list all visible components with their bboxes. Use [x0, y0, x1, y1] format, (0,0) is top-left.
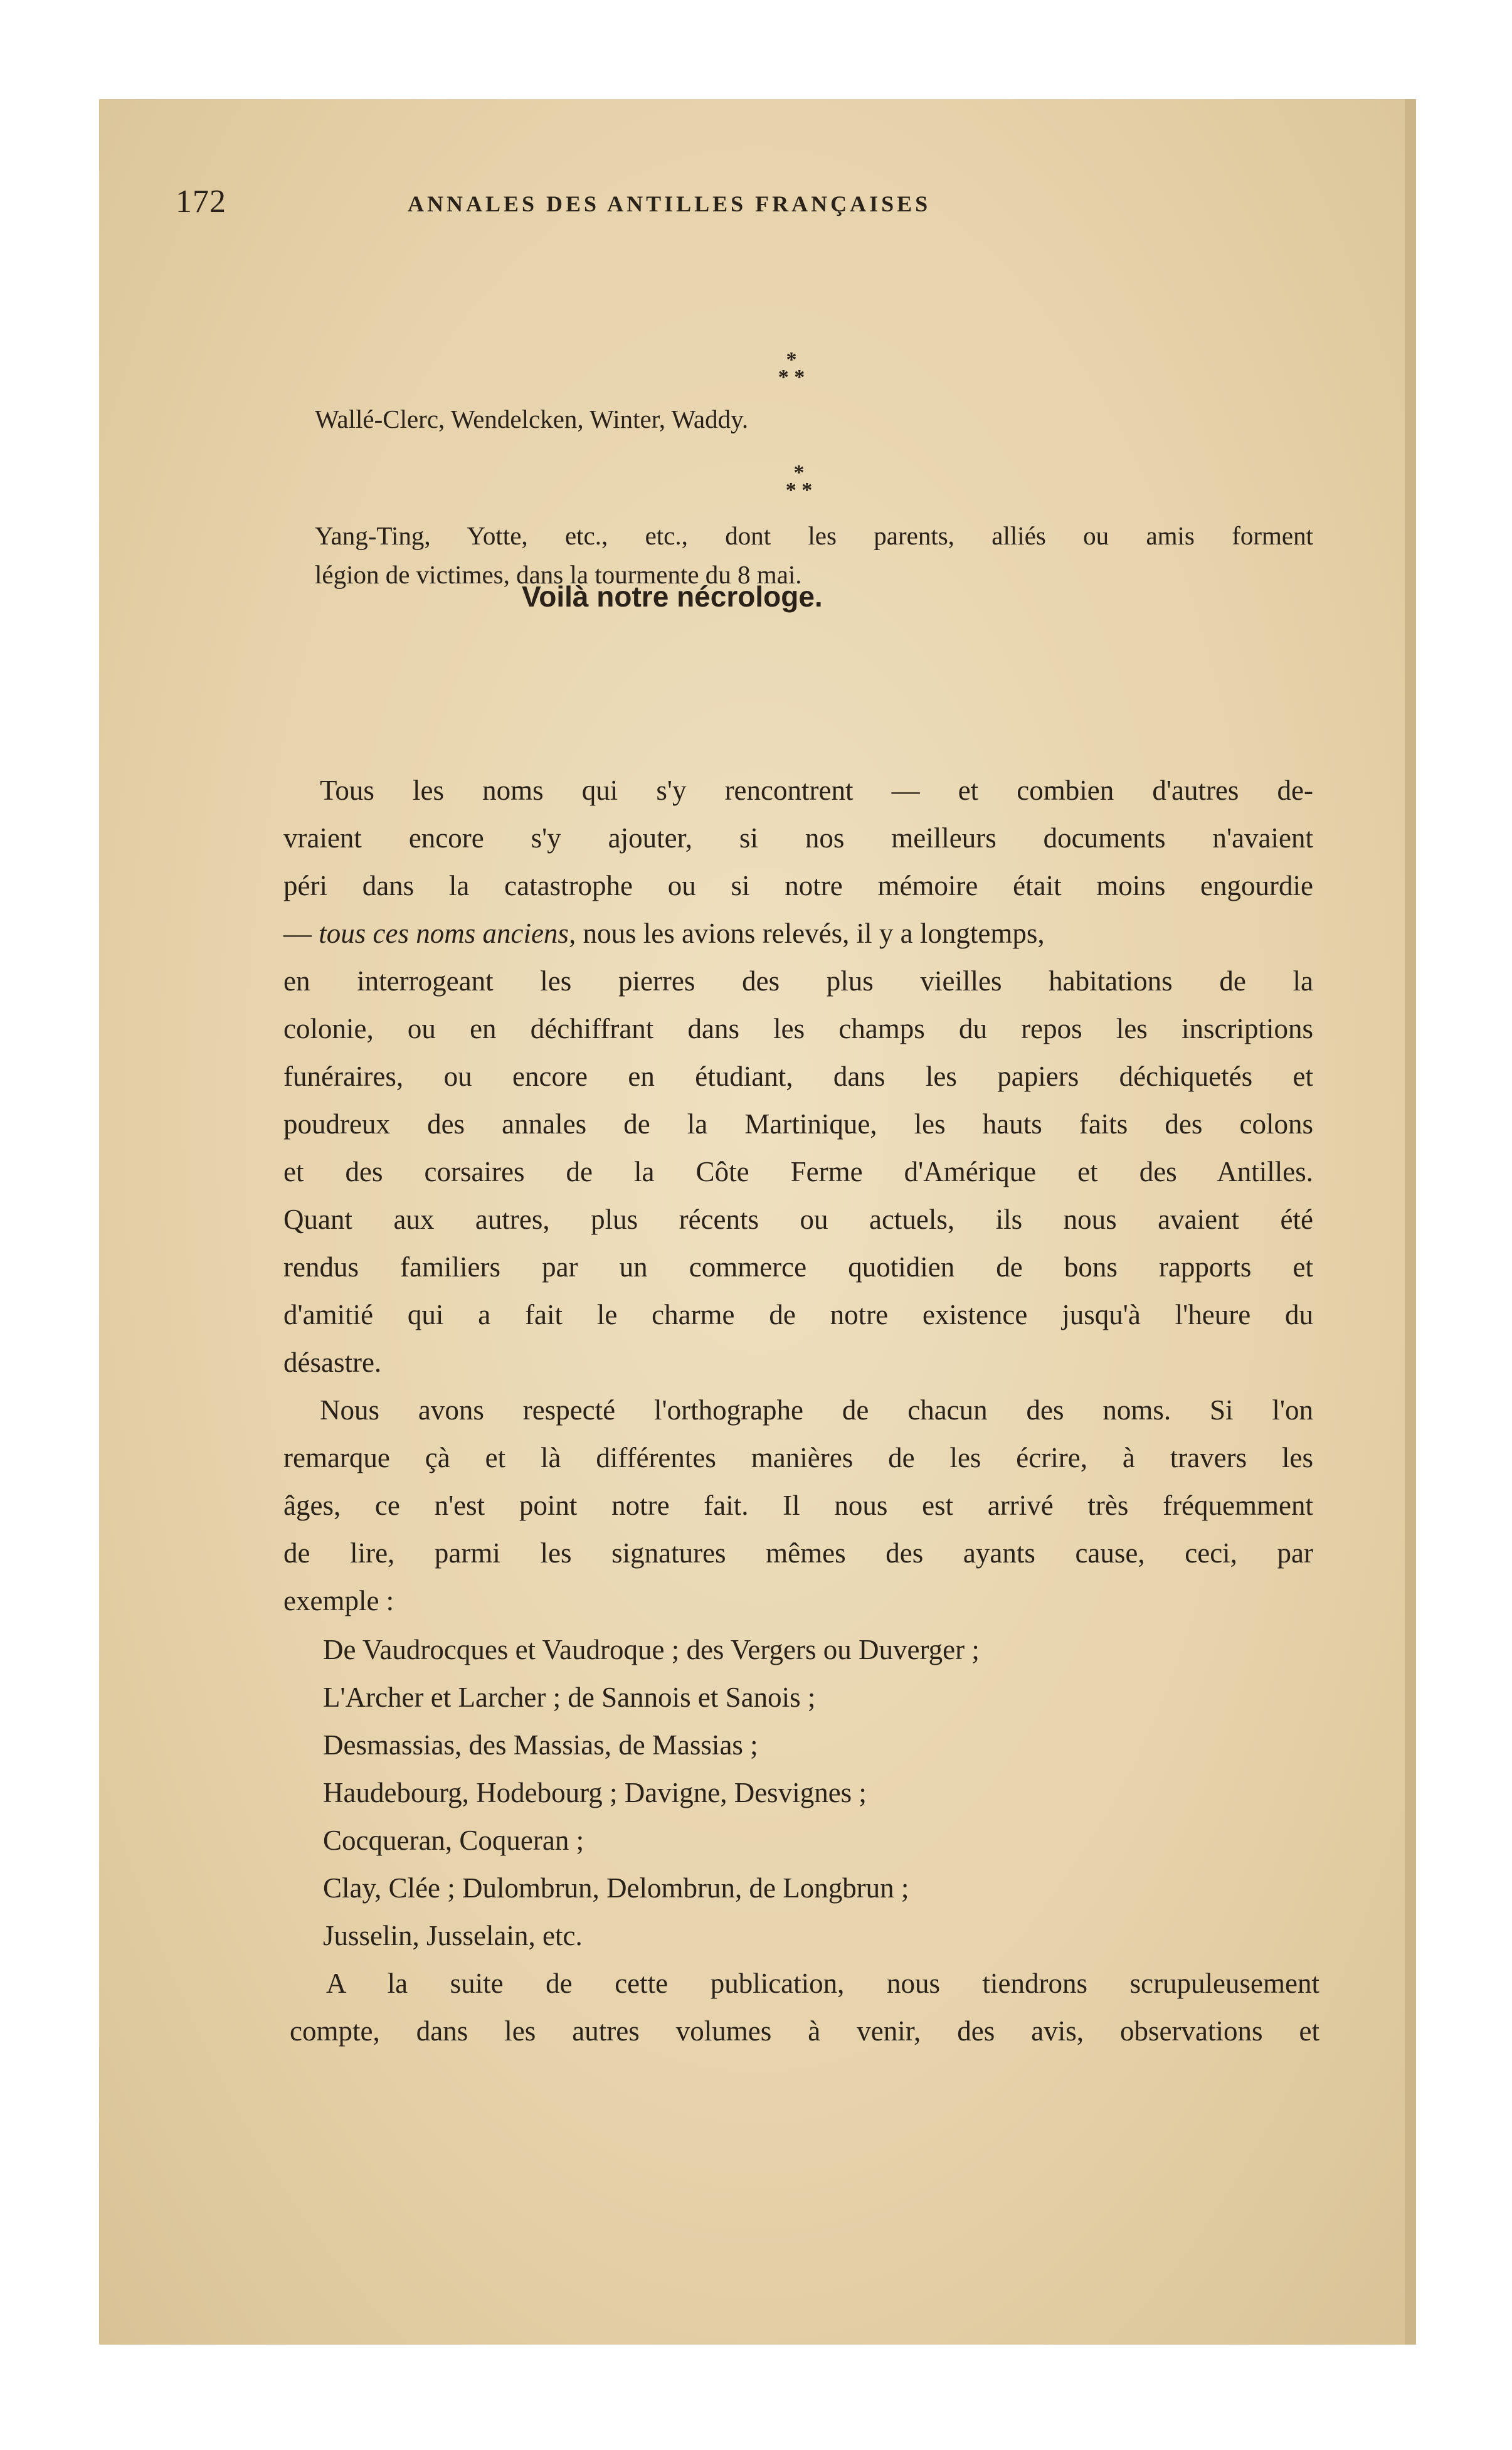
example-line-3: Desmassias, des Massias, de Massias ;: [323, 1729, 758, 1761]
paragraph-1-line-13: désastre.: [283, 1347, 382, 1378]
names-y-line-1: Yang-Ting, Yotte, etc., etc., dont les parents, alliés ou amis forment: [315, 521, 1313, 550]
paragraph-2-line-2: remarque çà et là différentes manières de les écrire, à travers les: [283, 1442, 1313, 1473]
example-line-2: L'Archer et Larcher ; de Sannois et Sanois ;: [323, 1682, 816, 1713]
paragraph-2-line-3: âges, ce n'est point notre fait. Il nous est arrivé très fréquemment: [283, 1490, 1313, 1521]
example-line-4: Haudebourg, Hodebourg ; Davigne, Desvignes ;: [323, 1777, 867, 1808]
paragraph-1-line-4: [283, 917, 1313, 950]
line-4-rest: nous les avions relevés, il y a longtemps,: [576, 918, 1045, 949]
example-line-6: Clay, Clée ; Dulombrun, Delombrun, de Longbrun ;: [323, 1872, 909, 1904]
paragraph-1-line-2: vraient encore s'y ajouter, si nos meilleurs documents n'avaient: [283, 822, 1313, 854]
paragraph-1-line-10: Quant aux autres, plus récents ou actuels, ils nous avaient été: [283, 1204, 1313, 1235]
example-line-1: De Vaudrocques et Vaudroque ; des Vergers ou Duverger ;: [323, 1634, 980, 1665]
italic-phrase: tous ces noms anciens,: [319, 918, 576, 949]
example-line-5: Cocqueran, Coqueran ;: [323, 1825, 584, 1856]
example-line-7: Jusselin, Jusselain, etc.: [323, 1920, 583, 1951]
paragraph-1-line-6: colonie, ou en déchiffrant dans les champs du repos les inscriptions: [283, 1013, 1313, 1044]
paragraph-2-line-4: de lire, parmi les signatures mêmes des ayants cause, ceci, par: [283, 1537, 1313, 1569]
paragraph-1-line-3: péri dans la catastrophe ou si notre mémoire était moins engourdie: [283, 870, 1313, 901]
paragraph-3-line-2: compte, dans les autres volumes à venir, des avis, observations et: [290, 2015, 1319, 2047]
em-dash: —: [283, 918, 319, 949]
page-edge-shadow: [1405, 99, 1416, 2345]
paragraph-1-line-1: Tous les noms qui s'y rencontrent — et combien d'autres de-: [320, 775, 1313, 806]
paragraph-1-line-8: poudreux des annales de la Martinique, les hauts faits des colons: [283, 1108, 1313, 1140]
page-number: 172: [176, 184, 226, 220]
asterism-ornament: * * *: [778, 348, 805, 389]
names-y-line-2: légion de victimes, dans la tourmente du 8 mai.: [315, 560, 802, 589]
paragraph-1-line-11: rendus familiers par un commerce quotidien de bons rapports et: [283, 1251, 1313, 1283]
paragraph-2-line-5: exemple :: [283, 1585, 394, 1616]
paragraph-2-line-1: Nous avons respecté l'orthographe de chacun des noms. Si l'on: [320, 1394, 1313, 1426]
section-title: Voilà notre nécrologe.: [522, 580, 823, 613]
paragraph-1-line-12: d'amitié qui a fait le charme de notre existence jusqu'à l'heure du: [283, 1299, 1313, 1330]
page-header: [176, 183, 1054, 233]
asterism-ornament: * * *: [785, 461, 813, 502]
paragraph-3-line-1: A la suite de cette publication, nous tiendrons scrupuleusement: [326, 1968, 1319, 1999]
running-head: ANNALES DES ANTILLES FRANÇAISES: [408, 191, 931, 216]
paragraph-1-line-5: en interrogeant les pierres des plus vieilles habitations de la: [283, 965, 1313, 997]
paragraph-1-line-9: et des corsaires de la Côte Ferme d'Amérique et des Antilles.: [283, 1156, 1313, 1187]
paragraph-1-line-7: funéraires, ou encore en étudiant, dans les papiers déchiquetés et: [283, 1061, 1313, 1092]
names-w-line: Wallé-Clerc, Wendelcken, Winter, Waddy.: [315, 405, 749, 433]
